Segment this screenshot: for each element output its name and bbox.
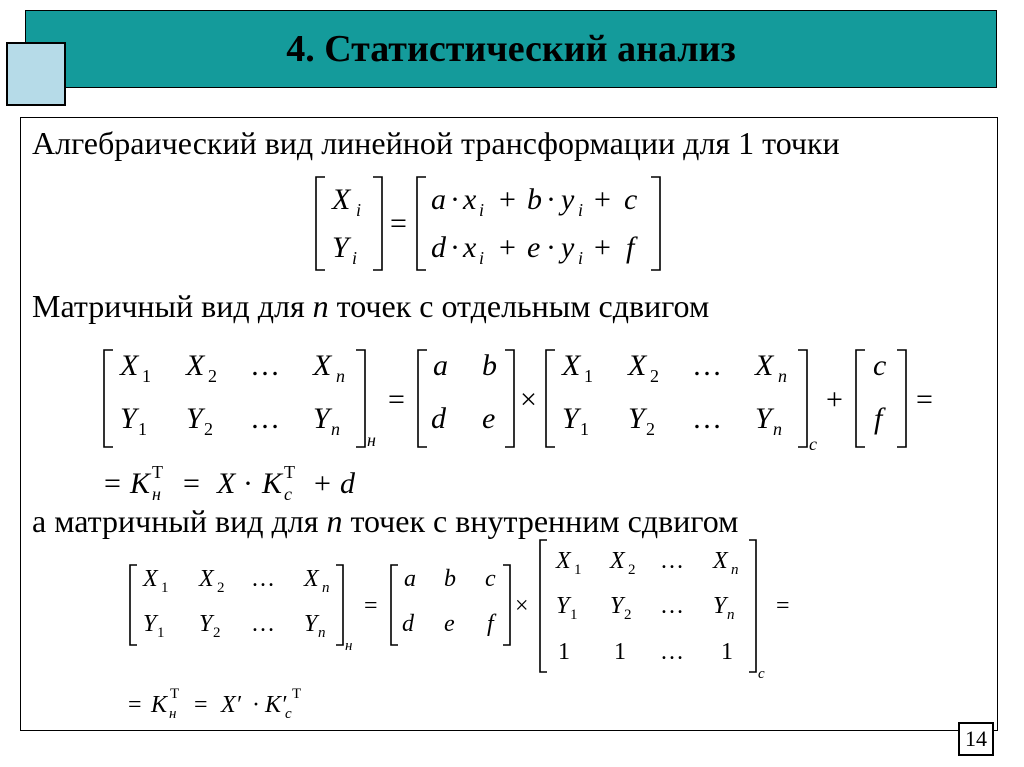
svg-text:Y: Y <box>313 402 330 435</box>
svg-text:с: с <box>809 434 817 454</box>
svg-text:e: e <box>444 611 455 637</box>
svg-text:Y: Y <box>562 402 579 435</box>
svg-text:n: n <box>731 562 739 578</box>
svg-text:e: e <box>482 402 496 435</box>
svg-text:с: с <box>758 666 765 682</box>
page-number: 14 <box>958 722 994 756</box>
svg-text:f: f <box>487 611 494 637</box>
svg-text:K: K <box>130 467 151 500</box>
svg-text:1: 1 <box>614 639 626 665</box>
svg-text:2: 2 <box>204 419 213 439</box>
svg-text:·: · <box>546 183 556 216</box>
svg-text:=: = <box>388 383 405 416</box>
svg-text:i: i <box>578 248 584 268</box>
eq1-sub: i <box>356 200 362 220</box>
svg-text:н: н <box>169 706 177 722</box>
svg-text:1: 1 <box>138 419 147 439</box>
svg-text:d: d <box>431 402 446 435</box>
svg-text:…: … <box>660 548 684 574</box>
svg-text:…: … <box>250 349 280 382</box>
svg-text:a: a <box>433 349 448 382</box>
algebraic-heading: Алгебраический вид линейной трансформации для 1 точки <box>32 125 840 161</box>
svg-text:X: X <box>186 349 205 382</box>
svg-text:n: n <box>778 366 787 386</box>
svg-text:y: y <box>561 183 575 216</box>
svg-text:n: n <box>322 580 330 596</box>
svg-text:·: · <box>252 692 260 718</box>
svg-text:d: d <box>340 467 355 500</box>
eq1-Y: Y <box>332 231 349 264</box>
svg-text:X′: X′ <box>221 692 241 718</box>
svg-text:Y: Y <box>556 593 570 619</box>
svg-text:K: K <box>151 692 168 718</box>
svg-text:Y: Y <box>143 611 157 637</box>
svg-text:+: + <box>499 231 516 264</box>
svg-text:2: 2 <box>624 607 632 623</box>
svg-text:=: = <box>128 692 142 718</box>
svg-text:+: + <box>594 231 611 264</box>
svg-text:=: = <box>776 593 790 619</box>
svg-text:н: н <box>367 430 376 450</box>
svg-text:X: X <box>755 349 774 382</box>
svg-text:=: = <box>916 383 933 416</box>
svg-text:X: X <box>556 548 571 574</box>
svg-text:+: + <box>499 183 516 216</box>
svg-text:н: н <box>152 484 161 504</box>
svg-text:X: X <box>143 566 158 592</box>
svg-text:f: f <box>874 402 883 435</box>
slide-title: 4. Статистический анализ <box>286 28 736 70</box>
svg-text:y: y <box>561 231 575 264</box>
svg-text:1: 1 <box>558 639 570 665</box>
svg-text:b: b <box>482 349 497 382</box>
svg-text:i: i <box>479 200 485 220</box>
svg-text:Y: Y <box>304 611 318 637</box>
svg-text:X: X <box>628 349 647 382</box>
svg-text:i: i <box>578 200 584 220</box>
svg-text:a: a <box>404 566 416 592</box>
svg-text:Y: Y <box>186 402 203 435</box>
internal-shift-heading: а матричный вид для n точек с внутренним сдвигом <box>32 503 739 539</box>
svg-text:·: · <box>243 467 253 500</box>
svg-text:с: с <box>284 484 292 504</box>
svg-text:d: d <box>402 611 414 637</box>
svg-text:·: · <box>450 231 460 264</box>
svg-text:2: 2 <box>217 580 225 596</box>
svg-text:1: 1 <box>161 580 169 596</box>
svg-text:·: · <box>546 231 556 264</box>
svg-text:Y: Y <box>755 402 772 435</box>
svg-text:=: = <box>104 467 121 500</box>
svg-text:=: = <box>183 467 200 500</box>
svg-text:н: н <box>345 638 353 654</box>
svg-text:с: с <box>285 706 292 722</box>
svg-text:·: · <box>450 183 460 216</box>
svg-text:T: T <box>170 686 180 702</box>
svg-text:=: = <box>194 692 208 718</box>
svg-text:Y: Y <box>610 593 624 619</box>
svg-text:c: c <box>624 183 638 216</box>
svg-text:Y: Y <box>713 593 727 619</box>
svg-text:Y: Y <box>628 402 645 435</box>
svg-text:b: b <box>527 183 542 216</box>
svg-text:×: × <box>515 593 529 619</box>
svg-text:n: n <box>727 607 735 623</box>
svg-text:T: T <box>292 686 302 702</box>
svg-text:x: x <box>463 183 477 216</box>
svg-text:…: … <box>692 402 722 435</box>
svg-text:+: + <box>594 183 611 216</box>
svg-text:c: c <box>485 566 496 592</box>
svg-text:…: … <box>692 349 722 382</box>
svg-text:2: 2 <box>646 419 655 439</box>
svg-text:+: + <box>314 467 331 500</box>
separate-shift-heading: Матричный вид для n точек с отдельным сдвигом <box>32 288 710 324</box>
svg-text:2: 2 <box>213 625 221 641</box>
svg-text:Y: Y <box>199 611 213 637</box>
svg-text:+: + <box>826 383 843 416</box>
svg-text:…: … <box>251 566 275 592</box>
svg-text:X: X <box>199 566 214 592</box>
svg-text:1: 1 <box>721 639 733 665</box>
svg-text:n: n <box>331 419 340 439</box>
svg-text:1: 1 <box>574 562 582 578</box>
svg-text:d: d <box>431 231 446 264</box>
svg-text:…: … <box>250 402 280 435</box>
svg-text:X: X <box>120 349 139 382</box>
svg-text:a: a <box>431 183 446 216</box>
svg-text:2: 2 <box>628 562 636 578</box>
svg-text:x: x <box>463 231 477 264</box>
svg-text:…: … <box>660 639 684 665</box>
svg-text:1: 1 <box>142 366 151 386</box>
svg-text:f: f <box>626 231 635 264</box>
svg-text:×: × <box>520 383 537 416</box>
svg-text:K: K <box>262 467 283 500</box>
eq1-X: X <box>332 183 351 216</box>
eq1-sub: i <box>352 248 358 268</box>
svg-text:n: n <box>336 366 345 386</box>
svg-text:K′: K′ <box>265 692 287 718</box>
eq1-equals: = <box>390 207 407 240</box>
svg-text:X: X <box>217 467 236 500</box>
svg-text:=: = <box>364 593 378 619</box>
svg-text:1: 1 <box>157 625 165 641</box>
svg-text:n: n <box>318 625 326 641</box>
svg-text:n: n <box>773 419 782 439</box>
svg-text:Y: Y <box>120 402 137 435</box>
svg-text:1: 1 <box>580 419 589 439</box>
svg-text:T: T <box>152 462 163 482</box>
svg-text:X: X <box>713 548 728 574</box>
svg-text:X: X <box>304 566 319 592</box>
svg-text:1: 1 <box>584 366 593 386</box>
svg-text:1: 1 <box>570 607 578 623</box>
svg-text:i: i <box>479 248 485 268</box>
svg-text:e: e <box>527 231 541 264</box>
svg-text:2: 2 <box>650 366 659 386</box>
svg-text:…: … <box>660 593 684 619</box>
svg-text:X: X <box>562 349 581 382</box>
svg-text:X: X <box>610 548 625 574</box>
svg-text:X: X <box>313 349 332 382</box>
svg-text:c: c <box>873 349 887 382</box>
svg-text:…: … <box>251 611 275 637</box>
svg-text:T: T <box>284 462 295 482</box>
svg-text:b: b <box>444 566 456 592</box>
svg-text:2: 2 <box>208 366 217 386</box>
